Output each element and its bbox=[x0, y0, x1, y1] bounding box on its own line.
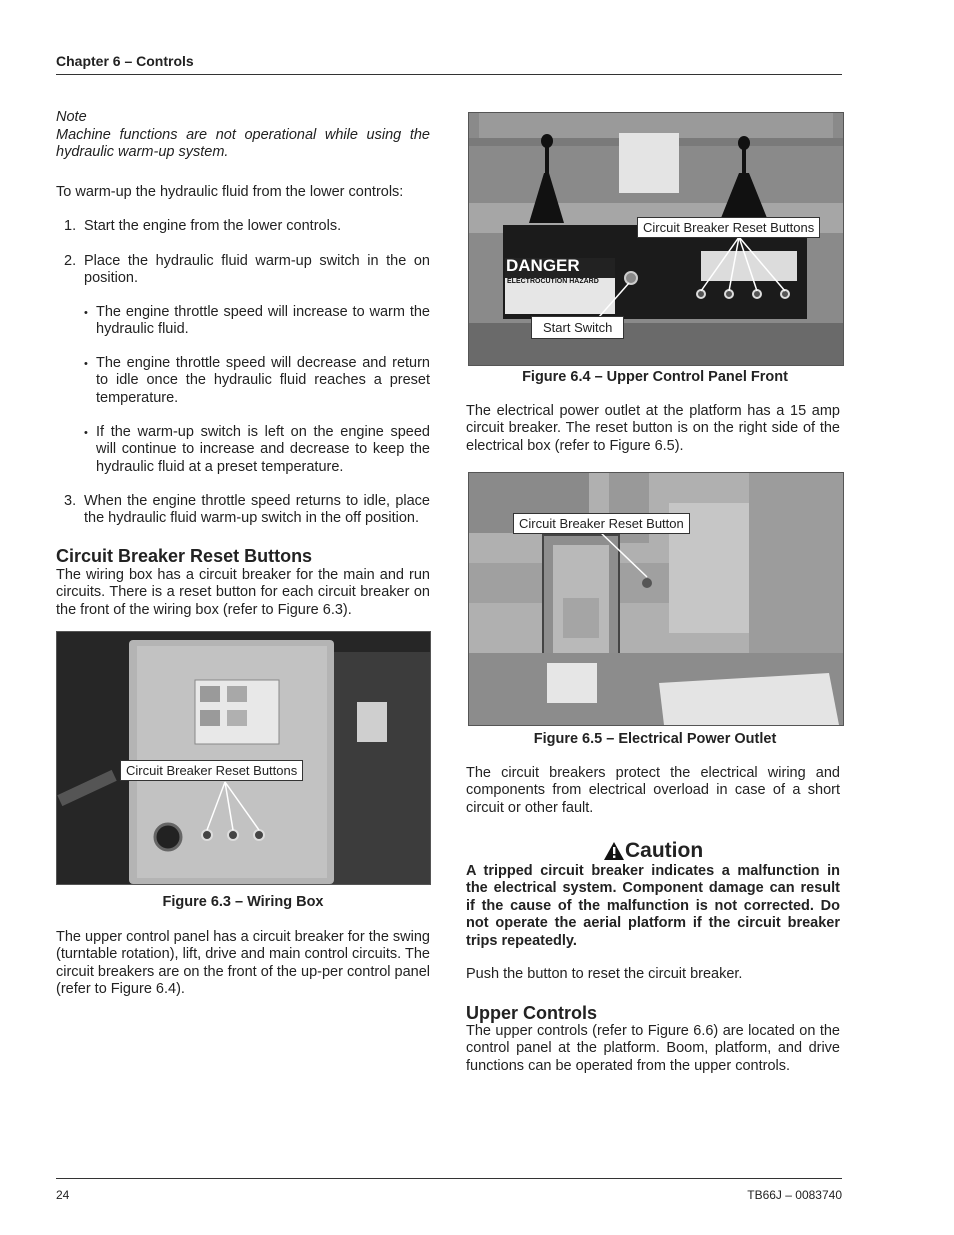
bullet-text: If the warm-up switch is left on the engine speed will continue to increase and decrease to keep the hydraulic fluid at a preset temperature. bbox=[96, 424, 430, 475]
step-number: 1. bbox=[64, 218, 77, 234]
caution-heading bbox=[603, 841, 703, 861]
warning-triangle-icon bbox=[603, 841, 625, 861]
callout-reset-button: Circuit Breaker Reset Button bbox=[513, 513, 690, 534]
bullet-marker: • bbox=[84, 427, 88, 439]
footer-rule bbox=[56, 1178, 842, 1179]
callout-start-switch: Start Switch bbox=[531, 316, 624, 339]
bullet-marker: • bbox=[84, 307, 88, 319]
warmup-intro: To warm-up the hydraulic fluid from the lower controls: bbox=[56, 184, 404, 200]
figure-electrical-outlet bbox=[468, 472, 844, 726]
protect-paragraph: The circuit breakers protect the electrical wiring and components from electrical overload in case of a short circuit or other fault. bbox=[466, 765, 840, 816]
callout-reset-buttons: Circuit Breaker Reset Buttons bbox=[637, 217, 820, 238]
circuit-breaker-paragraph: The wiring box has a circuit breaker for the main and run circuits. There is a reset button for each circuit breaker on the front of the wiring box (refer to Figure 6.3). bbox=[56, 567, 430, 618]
step-text: When the engine throttle speed returns to idle, place the hydraulic fluid warm-up switch in the off position. bbox=[84, 493, 430, 527]
upper-panel-paragraph: The upper control panel has a circuit breaker for the swing (turntable rotation), lift, drive and main control circuits. The circuit breakers are on the front of the up-per control panel (refer to Figure 6.4). bbox=[56, 929, 430, 998]
page-number: 24 bbox=[56, 1188, 70, 1202]
step-number: 3. bbox=[64, 493, 77, 509]
step-text: Start the engine from the lower controls. bbox=[84, 218, 342, 234]
hazard-label: ELECTROCUTION HAZARD bbox=[507, 278, 599, 285]
figure-caption: Figure 6.4 – Upper Control Panel Front bbox=[522, 369, 788, 385]
upper-controls-paragraph: The upper controls (refer to Figure 6.6) are located on the control panel at the platform. Boom, platform, and drive functions can be operated from the upper controls. bbox=[466, 1023, 840, 1074]
bullet-text: The engine throttle speed will decrease and return to idle once the hydraulic fluid reaches a preset temperature. bbox=[96, 355, 430, 406]
bullet-text: The engine throttle speed will increase to warm the hydraulic fluid. bbox=[96, 304, 430, 338]
figure-caption: Figure 6.3 – Wiring Box bbox=[162, 894, 324, 910]
bullet-marker: • bbox=[84, 358, 88, 370]
figure-wiring-box bbox=[56, 631, 431, 885]
header-rule bbox=[56, 74, 842, 75]
step-text: Place the hydraulic fluid warm-up switch in the on position. bbox=[84, 253, 430, 287]
outlet-paragraph: The electrical power outlet at the platform has a 15 amp circuit breaker. The reset button is on the right side of the electrical box (refer to Figure 6.5). bbox=[466, 403, 840, 454]
caution-title: Caution bbox=[625, 839, 704, 863]
note-label: Note bbox=[56, 109, 87, 125]
figure-caption: Figure 6.5 – Electrical Power Outlet bbox=[533, 731, 777, 747]
push-reset-paragraph: Push the button to reset the circuit breaker. bbox=[466, 966, 743, 982]
section-heading-upper-controls: Upper Controls bbox=[466, 1003, 598, 1023]
chapter-header: Chapter 6 – Controls bbox=[56, 53, 194, 69]
note-text: Machine functions are not operational while using the hydraulic warm-up system. bbox=[56, 127, 430, 161]
danger-label: DANGER bbox=[506, 256, 580, 275]
section-heading-circuit-breaker: Circuit Breaker Reset Buttons bbox=[56, 546, 313, 566]
callout-reset-buttons: Circuit Breaker Reset Buttons bbox=[120, 760, 303, 781]
figure-upper-control-panel bbox=[468, 112, 844, 366]
step-number: 2. bbox=[64, 253, 77, 269]
document-id: TB66J – 0083740 bbox=[747, 1188, 842, 1202]
caution-text: A tripped circuit breaker indicates a malfunction in the electrical system. Component damage can result if the cause of the malfunction is not corrected. Do not operate the aerial platform if the circuit breaker trips repeatedly. bbox=[466, 863, 840, 949]
